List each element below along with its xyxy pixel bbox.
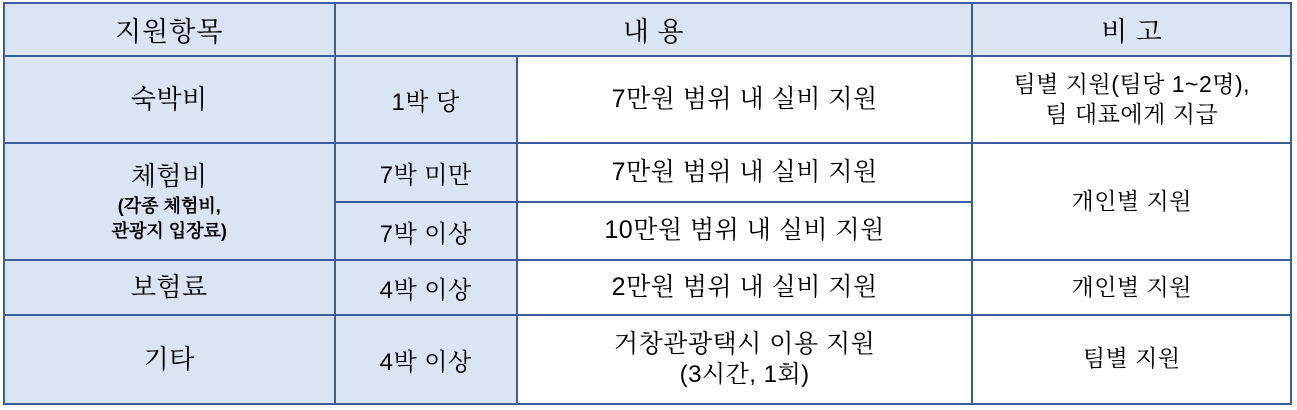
- cell-condition-insurance: 4박 이상: [335, 260, 517, 314]
- table-row: [4, 315, 1291, 404]
- cell-content-experience-over7: 10만원 범위 내 실비 지원: [517, 202, 973, 261]
- cell-remark-lodging: [972, 56, 1291, 143]
- cell-condition-experience-under7: 7박 미만: [335, 143, 517, 202]
- cell-remark-insurance: 개인별 지원: [972, 260, 1291, 314]
- cell-remark-etc: 팀별 지원: [972, 315, 1291, 404]
- cell-condition-experience-over7: 7박 이상: [335, 202, 517, 261]
- header-content: 내 용: [335, 3, 973, 56]
- category-label: 체험비: [130, 160, 208, 191]
- cell-content-insurance: 2만원 범위 내 실비 지원: [517, 260, 973, 314]
- content-line-2: (3시간, 1회): [679, 360, 810, 388]
- cell-content-experience-under7: 7만원 범위 내 실비 지원: [517, 143, 973, 202]
- cell-category-experience: [4, 143, 335, 260]
- cell-condition-lodging: 1박 당: [335, 56, 517, 143]
- support-items-table: [3, 2, 1292, 405]
- cell-content-lodging: 7만원 범위 내 실비 지원: [517, 56, 973, 143]
- remark-line-2: 팀 대표에게 지급: [1045, 100, 1219, 127]
- table-row: [4, 260, 1291, 314]
- header-remark: 비 고: [972, 3, 1291, 56]
- table-row: [4, 143, 1291, 202]
- cell-condition-etc: 4박 이상: [335, 315, 517, 404]
- table-row: [4, 56, 1291, 143]
- category-sublabel-line-1: (각종 체험비,: [117, 195, 221, 216]
- cell-category-insurance: 보험료: [4, 260, 335, 314]
- category-sublabel-line-2: 관광지 입장료): [111, 221, 227, 242]
- cell-remark-experience: 개인별 지원: [972, 143, 1291, 260]
- content-line-1: 거창관광택시 이용 지원: [613, 329, 876, 358]
- cell-content-etc: [517, 315, 973, 404]
- cell-category-lodging: 숙박비: [4, 56, 335, 143]
- table-header-row: [4, 3, 1291, 56]
- remark-line-1: 팀별 지원(팀당 1~2명),: [1013, 70, 1250, 97]
- cell-category-etc: 기타: [4, 315, 335, 404]
- header-category: 지원항목: [4, 3, 335, 56]
